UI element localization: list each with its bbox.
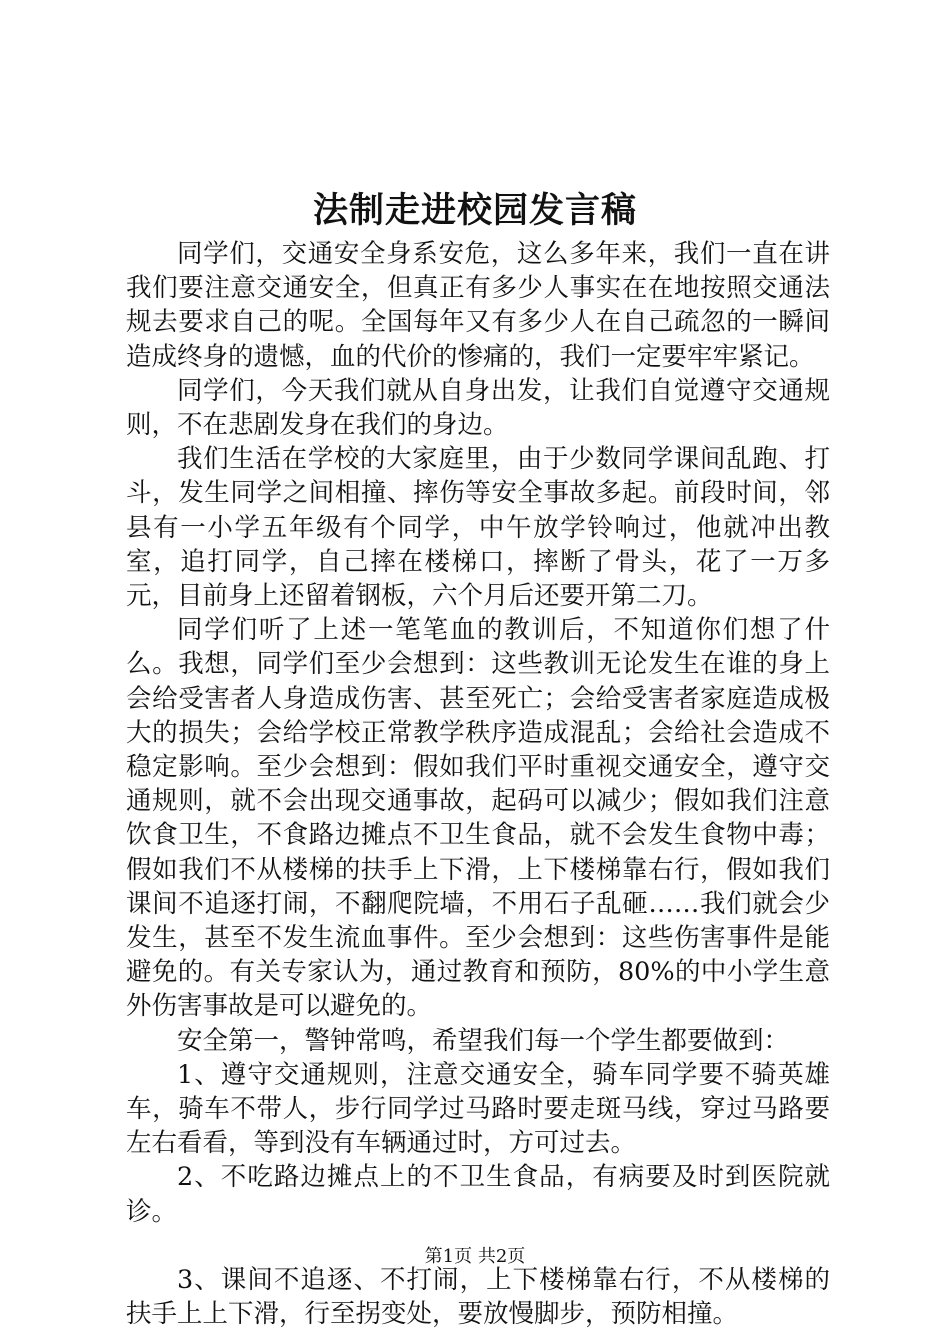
paragraph-4: 同学们听了上述一笔笔血的教训后，不知道你们想了什么。我想，同学们至少会想到：这些教训无论发生在谁的身上会给受害者人身造成伤害、甚至死亡；会给受害者家庭造成极大的损失；会给学校正常教学秩序造成混乱；会给社会造成不稳定影响。至少会想到：假如我们平时重视交通安全，遵守交通规则，就不会出现交通事故，起码可以减少；假如我们注意饮食卫生，不食路边摊点不卫生食品，就不会发生食物中毒；假如我们不从楼梯的扶手上下滑，上下楼梯靠右行，假如我们课间不追逐打闹，不翻爬院墙，不用石子乱砸……我们就会少发生，甚至不发生流血事件。至少会想到：这些伤害事件是能避免的。有关专家认为，通过教育和预防，80%的中小学生意外伤害事故是可以避免的。 <box>126 615 830 1022</box>
paragraph-1: 同学们，交通安全身系安危，这么多年来，我们一直在讲我们要注意交通安全，但真正有多少人事实在在地按照交通法规去要求自己的呢。全国每年又有多少人在自己疏忽的一瞬间造成终身的遗憾，血的代价的惨痛的，我们一定要牢牢紧记。 <box>126 239 830 372</box>
document-body <box>126 237 830 1331</box>
paragraph-7: 2、不吃路边摊点上的不卫生食品，有病要及时到医院就诊。 <box>126 1162 830 1227</box>
page-number-footer: 第1页 共2页 <box>424 1246 526 1267</box>
paragraph-8: 3、课间不追逐、不打闹，上下楼梯靠右行，不从楼梯的扶手上上下滑，行至拐变处，要放慢脚步，预防相撞。 <box>126 1264 830 1330</box>
document-title: 法制走进校园发言稿 <box>312 190 637 231</box>
paragraph-3: 我们生活在学校的大家庭里，由于少数同学课间乱跑、打斗，发生同学之间相撞、摔伤等安全事故多起。前段时间，邻县有一小学五年级有个同学，中午放学铃响过，他就冲出教室，追打同学，自己摔在楼梯口，摔断了骨头，花了一万多元，目前身上还留着钢板，六个月后还要开第二刀。 <box>126 444 830 612</box>
paragraph-5: 安全第一，警钟常鸣，希望我们每一个学生都要做到： <box>177 1025 790 1056</box>
paragraph-6: 1、遵守交通规则，注意交通安全，骑车同学要不骑英雄车，骑车不带人，步行同学过马路时要走斑马线，穿过马路要左右看看，等到没有车辆通过时，方可过去。 <box>126 1059 830 1159</box>
paragraph-2: 同学们，今天我们就从自身出发，让我们自觉遵守交通规则，不在悲剧发身在我们的身边。 <box>126 375 830 441</box>
